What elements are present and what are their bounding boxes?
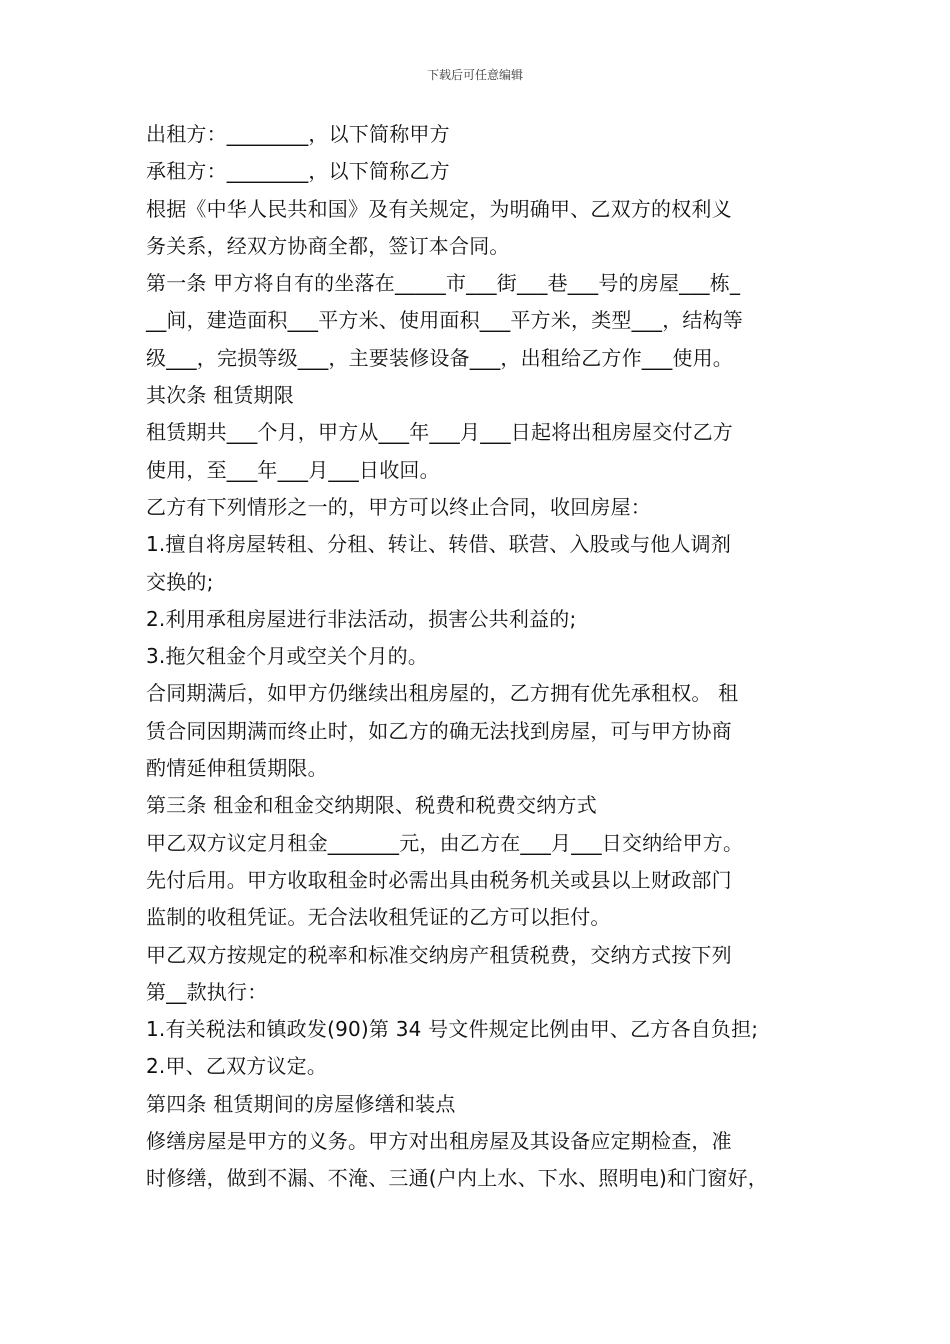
page-header: 下载后可任意编辑 [426, 68, 523, 82]
text-line: __间，建造面积___平方米、使用面积___平方米，类型___，结构等 [146, 308, 743, 333]
document-body [146, 116, 826, 1198]
text-line: 2.利用承租房屋进行非法活动，损害公共利益的; [146, 606, 577, 631]
text-line: 甲乙双方议定月租金_______元，由乙方在___月___日交纳给甲方。 [146, 830, 744, 855]
text-line: 交换的; [146, 569, 214, 594]
text-line: 级___，完损等级___，主要装修设备___，出租给乙方作___使用。 [146, 345, 733, 370]
text-line: 监制的收租凭证。无合法收租凭证的乙方可以拒付。 [146, 905, 611, 930]
text-line: 根据《中华人民共和国》及有关规定，为明确甲、乙双方的权利义 [146, 196, 732, 221]
text-line: 出租方：________，以下简称甲方 [146, 122, 450, 146]
text-line: 第四条 租赁期间的房屋修缮和装点 [146, 1091, 456, 1116]
text-line: 酌情延伸租赁期限。 [146, 756, 328, 781]
text-line: 第三条 租金和租金交纳期限、税费和税费交纳方式 [146, 793, 597, 818]
text-line: 合同期满后，如甲方仍继续出租房屋的，乙方拥有优先承租权。 租 [146, 681, 739, 706]
text-line: 第一条 甲方将自有的坐落在_____市___街___巷___号的房屋___栋_ [146, 271, 741, 296]
text-line: 1.擅自将房屋转租、分租、转让、转借、联营、入股或与他人调剂 [146, 532, 732, 557]
text-line: 租赁期共___个月，甲方从___年___月___日起将出租房屋交付乙方 [146, 420, 733, 445]
text-line: 赁合同因期满而终止时，如乙方的确无法找到房屋，可与甲方协商 [146, 718, 732, 743]
text-line: 先付后用。甲方收取租金时必需出具由税务机关或县以上财政部门 [146, 867, 732, 892]
text-line: 3.拖欠租金个月或空关个月的。 [146, 644, 429, 669]
text-line: 甲乙双方按规定的税率和标准交纳房产租赁税费，交纳方式按下列 [146, 942, 732, 967]
text-line: 2.甲、乙双方议定。 [146, 1054, 328, 1079]
text-line: 时修缮，做到不漏、不淹、三通(户内上水、下水、照明电)和门窗好， [146, 1166, 769, 1191]
text-line: 承租方：________，以下简称乙方 [146, 159, 450, 184]
text-line: 乙方有下列情形之一的，甲方可以终止合同，收回房屋： [146, 494, 651, 519]
text-line: 务关系，经双方协商全都，签订本合同。 [146, 233, 510, 258]
text-line: 修缮房屋是甲方的义务。甲方对出租房屋及其设备应定期检查，准 [146, 1129, 732, 1154]
text-line: 其次条 租赁期限 [146, 383, 294, 408]
text-line: 使用，至___年___月___日收回。 [146, 457, 440, 482]
text-line: 1.有关税法和镇政发(90)第 34 号文件规定比例由甲、乙方各自负担; [146, 1017, 759, 1042]
text-line: 第__款执行： [146, 979, 268, 1004]
